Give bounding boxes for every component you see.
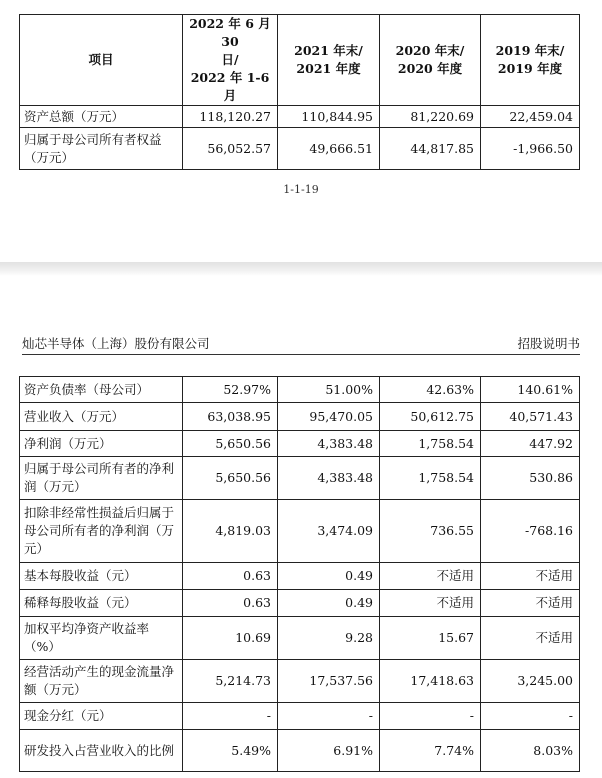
cell-value: 不适用 (481, 617, 580, 660)
financial-table-top (19, 14, 580, 170)
row-label: 加权平均净资产收益率（%） (20, 617, 183, 660)
cell-value: - (183, 703, 278, 730)
cell-value: 530.86 (481, 457, 580, 500)
cell-value: 不适用 (380, 563, 481, 590)
table-header-row (20, 15, 580, 106)
cell-value: 5,650.56 (183, 457, 278, 500)
header-2020: 2020 年末/ 2020 年度 (380, 15, 481, 106)
cell-value: 81,220.69 (380, 106, 481, 128)
cell-value: 6.91% (278, 730, 380, 772)
table-row (20, 106, 580, 128)
cell-value: 50,612.75 (380, 403, 481, 431)
cell-value: 0.63 (183, 563, 278, 590)
cell-value: 0.49 (278, 563, 380, 590)
table-row (20, 730, 580, 772)
cell-value: 49,666.51 (278, 128, 380, 170)
cell-value: 5,214.73 (183, 660, 278, 703)
cell-value: 17,537.56 (278, 660, 380, 703)
cell-value: 44,817.85 (380, 128, 481, 170)
cell-value: 不适用 (481, 590, 580, 617)
row-label: 扣除非经常性损益后归属于母公司所有者的净利润（万元） (20, 500, 183, 563)
row-label: 稀释每股收益（元） (20, 590, 183, 617)
cell-value: 7.74% (380, 730, 481, 772)
cell-value: 0.63 (183, 590, 278, 617)
table-row (20, 590, 580, 617)
row-label: 基本每股收益（元） (20, 563, 183, 590)
cell-value: 42.63% (380, 377, 481, 403)
header-2022h1: 2022 年 6 月 30 日/ 2022 年 1-6 月 (183, 15, 278, 106)
header-2019: 2019 年末/ 2019 年度 (481, 15, 580, 106)
cell-value: 118,120.27 (183, 106, 278, 128)
document-type: 招股说明书 (517, 336, 580, 351)
row-label: 归属于母公司所有者权益（万元） (20, 128, 183, 170)
page-separator (0, 262, 602, 276)
cell-value: 3,245.00 (481, 660, 580, 703)
table-row (20, 431, 580, 457)
cell-value: 4,383.48 (278, 457, 380, 500)
company-name: 灿芯半导体（上海）股份有限公司 (22, 336, 210, 351)
row-label: 现金分红（元） (20, 703, 183, 730)
row-label: 归属于母公司所有者的净利润（万元） (20, 457, 183, 500)
row-label: 净利润（万元） (20, 431, 183, 457)
header-2021: 2021 年末/ 2021 年度 (278, 15, 380, 106)
financial-table-bottom (19, 376, 580, 772)
cell-value: 5.49% (183, 730, 278, 772)
table-row (20, 128, 580, 170)
row-label: 经营活动产生的现金流量净额（万元） (20, 660, 183, 703)
header-item: 项目 (20, 15, 183, 106)
cell-value: - (481, 703, 580, 730)
table-row (20, 500, 580, 563)
cell-value: 不适用 (380, 590, 481, 617)
cell-value: 5,650.56 (183, 431, 278, 457)
table-row (20, 660, 580, 703)
cell-value: 736.55 (380, 500, 481, 563)
row-label: 资产总额（万元） (20, 106, 183, 128)
cell-value: 110,844.95 (278, 106, 380, 128)
cell-value: - (278, 703, 380, 730)
cell-value: 0.49 (278, 590, 380, 617)
cell-value: 4,383.48 (278, 431, 380, 457)
cell-value: 1,758.54 (380, 457, 481, 500)
cell-value: 52.97% (183, 377, 278, 403)
cell-value: 9.28 (278, 617, 380, 660)
cell-value: 10.69 (183, 617, 278, 660)
cell-value: 56,052.57 (183, 128, 278, 170)
cell-value: 1,758.54 (380, 431, 481, 457)
table-row (20, 457, 580, 500)
cell-value: 17,418.63 (380, 660, 481, 703)
cell-value: 51.00% (278, 377, 380, 403)
cell-value: -1,966.50 (481, 128, 580, 170)
cell-value: -768.16 (481, 500, 580, 563)
table-row (20, 617, 580, 660)
table-row (20, 703, 580, 730)
row-label: 资产负债率（母公司） (20, 377, 183, 403)
page-header (22, 334, 580, 355)
row-label: 营业收入（万元） (20, 403, 183, 431)
cell-value: - (380, 703, 481, 730)
table-row (20, 403, 580, 431)
cell-value: 3,474.09 (278, 500, 380, 563)
cell-value: 15.67 (380, 617, 481, 660)
cell-value: 22,459.04 (481, 106, 580, 128)
cell-value: 8.03% (481, 730, 580, 772)
cell-value: 40,571.43 (481, 403, 580, 431)
cell-value: 95,470.05 (278, 403, 380, 431)
table-row (20, 563, 580, 590)
cell-value: 140.61% (481, 377, 580, 403)
cell-value: 447.92 (481, 431, 580, 457)
page-number: 1-1-19 (283, 183, 319, 196)
table-row (20, 377, 580, 403)
row-label: 研发投入占营业收入的比例 (20, 730, 183, 772)
cell-value: 4,819.03 (183, 500, 278, 563)
cell-value: 63,038.95 (183, 403, 278, 431)
cell-value: 不适用 (481, 563, 580, 590)
